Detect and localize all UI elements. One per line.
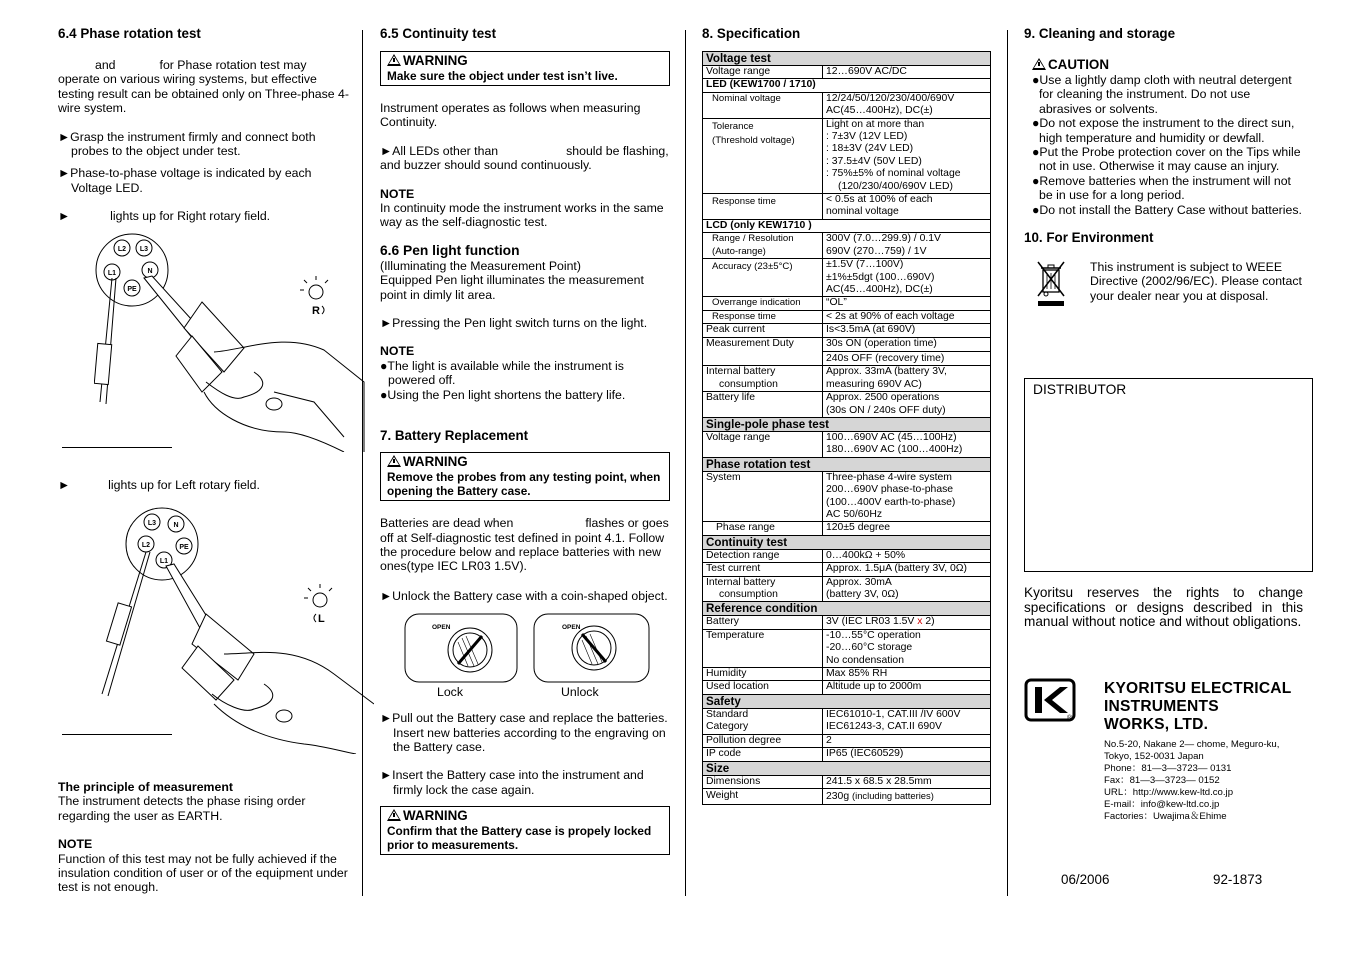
- caption-underline-1: [62, 447, 172, 448]
- pen-light-subtitle: (Illuminating the Measurement Point): [380, 258, 581, 273]
- caption-underline-2: [62, 734, 172, 735]
- left-rotation-illustration: [94, 504, 374, 754]
- caution-item-1: ●Use a lightly damp cloth with neutral detergent for cleaning the instrument. Do not use abrasives or solvents.: [1032, 73, 1292, 116]
- svg-text:PE: PE: [179, 544, 189, 551]
- warning-box-live: WARNING Make sure the object under test isn’t live.: [380, 51, 670, 86]
- svg-text:OPEN: OPEN: [432, 624, 451, 632]
- right-rotation-illustration: [94, 232, 374, 452]
- svg-text:L3: L3: [139, 246, 149, 253]
- column-phase-rotation: [58, 26, 350, 895]
- note-title-pen: NOTE: [380, 344, 415, 359]
- caution-item-4: ●Remove batteries when the instrument will not be in use for a long period.: [1032, 173, 1291, 203]
- battery-lock-illustration: [404, 612, 654, 684]
- section-title-pen-light: 6.6 Pen light function: [380, 242, 520, 258]
- bullet-pen-light: ►Pressing the Pen light switch turns on the light.: [380, 316, 648, 331]
- column-divider-1: [362, 30, 363, 896]
- section-title-specification: 8. Specification: [702, 26, 801, 41]
- warning-box-locked: WARNING Confirm that the Battery case is propely locked prior to measurements.: [380, 806, 670, 855]
- bullet-right-rotary: ► lights up for Right rotary field.: [58, 209, 271, 224]
- svg-text:L3: L3: [147, 520, 157, 527]
- specification-table: Voltage test Voltage range 12…690V AC/DC LED (KEW1700 / 1710) Nominal voltage 12/24/50/120/230/400/690V AC(45…400Hz), DC(±) Tolerance (Threshold voltage) Light on at more than : 7±3V (12V LED) : 18±3V (24V LED) : 37.5±4V (50V LED) : 75%±5% of nominal voltage (120/230/400/690V LED) Response time < 0.5s at 100% of each nominal voltage LCD (only KEW1710 ) Range / Resolution (Auto-range) 300V (7.0…299.9) / 0.1V 690V (270…759) / 1V Accuracy (23±5°C) ±1.5V (7…100V) ±1%±5dgt (100…690V) AC(45…400Hz), DC(±) Overrange indication “OL” Response time < 2s at 90% of each voltage Peak current Is<3.5mA (at 690V) Measurement Duty 30s ON (operation time) 240s OFF (recovery time) Internal battery consumption Approx. 33mA (battery 3V, measuring 690V AC) Battery life Approx. 2500 operations (30s ON / 240s OFF duty) Single-pole phase test Voltage range 100…690V AC (45…100Hz) 180…690V AC (100…400Hz) Phase rotation test System Three-phase 4-wire system 200…690V phase-to-phase (100…400V earth-to-phase) AC 50/60Hz Phase range 120±5 degree Continuity test Detection range 0…400kΩ + 50% Test current Approx. 1.5μA (battery 3V, 0Ω) Internal battery consumption Approx. 30mA (battery 3V, 0Ω) Reference condition Battery 3V (IEC LR03 1.5V x 2) Temperature -10…55°C operation -20…60°C storage No condensation Humidity Max 85% RH Used location Altitude up to 2000m Safety Standard Category IEC61010-1, CAT.III /IV 600V IEC61243-3, CAT.II 690V Pollution degree 2 IP code IP65 (IEC60529) Size Dimensions 241.5 x 68.5 x 28.5mm Weight 230g (including batteries): [702, 51, 991, 805]
- distributor-label: DISTRIBUTOR: [1033, 382, 1127, 397]
- note-title-continuity: NOTE: [380, 186, 415, 201]
- distributor-box: [1024, 378, 1313, 572]
- bullet-phase-voltage: ►Phase-to-phase voltage is indicated by each Voltage LED.: [58, 166, 312, 195]
- bullet-insert: ►Insert the Battery case into the instrument and firmly lock the case again.: [380, 768, 644, 797]
- note-title: NOTE: [58, 837, 93, 852]
- company-name: KYORITSU ELECTRICAL INSTRUMENTS WORKS, LTD.: [1104, 680, 1292, 733]
- svg-text:L1: L1: [107, 270, 117, 277]
- svg-text:L2: L2: [141, 542, 151, 549]
- caution-item-3: ●Put the Probe protection cover on the Tips while not in use. Otherwise it may cause an injury.: [1032, 145, 1301, 174]
- bullet-unlock: ►Unlock the Battery case with a coin-shaped object.: [380, 588, 668, 603]
- battery-paragraph: Batteries are dead when flashes or goes off at Self-diagnostic test defined in point 4.1. Follow the procedure below and replace batteries with new ones(type IEC LR03 1.5V).: [380, 516, 669, 574]
- section-title-continuity: 6.5 Continuity test: [380, 26, 497, 41]
- warning-icon: [387, 54, 401, 66]
- continuity-paragraph: Instrument operates as follows when measuring Continuity.: [380, 101, 641, 130]
- intro-paragraph: and for Phase rotation test may operate on various wiring systems, but effective testing result can be obtained only on Three-phase 4-wire system.: [58, 58, 349, 116]
- svg-text:PE: PE: [127, 286, 137, 293]
- bullet-left-rotary: ► lights up for Left rotary field.: [58, 478, 260, 492]
- note-pen-1: ●The light is available while the instrument is powered off.: [380, 358, 624, 388]
- caution-item-2: ●Do not expose the instrument to the direct sun, high temperature and humidity or dewfall.: [1032, 116, 1295, 145]
- registered-mark: ®: [1067, 715, 1073, 722]
- reserve-notice: Kyoritsu reserves the rights to change specifications or designs described in this manual without notice and without obligations.: [1024, 585, 1303, 630]
- section-title-environment: 10. For Environment: [1024, 230, 1154, 246]
- bullet-grasp: ►Grasp the instrument firmly and connect both probes to the object under test.: [58, 129, 316, 159]
- bullet-leds-flashing: ►All LEDs other than should be flashing, and buzzer should sound continuously.: [380, 143, 669, 173]
- section-title-cleaning: 9. Cleaning and storage: [1024, 26, 1176, 41]
- column-divider-2: [685, 30, 686, 896]
- svg-text:L: L: [318, 613, 325, 625]
- caution-item-5: ●Do not install the Battery Case without batteries.: [1032, 202, 1302, 217]
- svg-text:OPEN: OPEN: [562, 624, 581, 632]
- environment-text: This instrument is subject to WEEE Directive (2002/96/EC). Please contact your dealer near you at disposal.: [1090, 260, 1302, 303]
- note-pen-2: ●Using the Pen light shortens the battery life.: [380, 387, 626, 402]
- lock-label: Lock: [437, 685, 463, 700]
- note-text-continuity: In continuity mode the instrument works in the same way as the self-diagnostic test.: [380, 201, 664, 230]
- svg-text:N: N: [173, 522, 179, 529]
- svg-text:N: N: [147, 268, 153, 275]
- note-text: Function of this test may not be fully achieved if the insulation condition of user or of the equipment under test is not enough.: [58, 851, 348, 895]
- svg-text:R: R: [312, 305, 320, 317]
- column-divider-3: [1007, 30, 1008, 896]
- unlock-label: Unlock: [561, 685, 599, 700]
- warning-icon: [387, 809, 401, 821]
- company-address: No.5-20, Nakane 2― chome, Meguro-ku, Tokyo, 152-0031 Japan Phone：81―3―3723― 0131 Fax：81―3―3723― 0152 URL：http://www.kew-ltd.co.jp E-mail：info@kew-ltd.co.jp Factories：Uwajima＆Ehime: [1104, 739, 1280, 822]
- caution-heading: CAUTION: [1032, 57, 1306, 73]
- document-code: 92-1873: [1213, 872, 1263, 887]
- weee-crossed-bin-icon: [1036, 260, 1066, 308]
- warning-icon: [387, 455, 401, 467]
- warning-box-probes: WARNING Remove the probes from any testing point, when opening the Battery case.: [380, 452, 670, 501]
- principle-text: The instrument detects the phase rising order regarding the user as EARTH.: [58, 794, 306, 823]
- caution-icon: [1032, 58, 1046, 70]
- column-specification: [702, 26, 991, 805]
- svg-text:L2: L2: [117, 246, 127, 253]
- section-title-phase-rotation: 6.4 Phase rotation test: [58, 26, 201, 41]
- bullet-pull-out: ►Pull out the Battery case and replace the batteries. Insert new batteries according to the engraving on the Battery case.: [380, 711, 668, 754]
- principle-title: The principle of measurement: [58, 780, 233, 794]
- column-continuity: [380, 26, 670, 855]
- pen-light-paragraph: Equipped Pen light illuminates the measurement point in dimly lit area.: [380, 273, 644, 302]
- section-title-battery: 7. Battery Replacement: [380, 428, 529, 444]
- column-cleaning: [1024, 26, 1306, 320]
- svg-text:L1: L1: [159, 558, 169, 565]
- publication-date: 06/2006: [1061, 872, 1110, 887]
